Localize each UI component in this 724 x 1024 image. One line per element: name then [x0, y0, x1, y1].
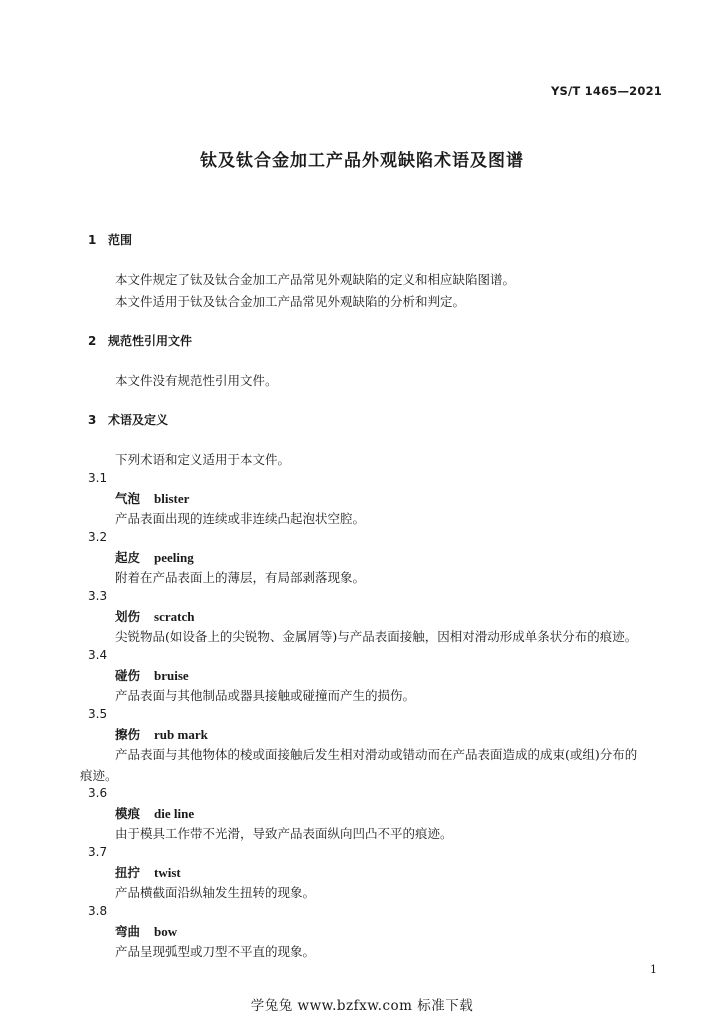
- term-number: 3.3: [88, 589, 108, 603]
- term-zh: 起皮: [115, 550, 141, 565]
- term-definition: 附着在产品表面上的薄层，有局部剥落现象。: [115, 570, 366, 585]
- scope-paragraph-1: 本文件规定了钛及钛合金加工产品常见外观缺陷的定义和相应缺陷图谱。: [115, 272, 516, 287]
- term-definition: 产品表面与其他制品或器具接触或碰撞而产生的损伤。: [115, 688, 416, 703]
- terms-intro: 下列术语和定义适用于本文件。: [115, 452, 291, 467]
- document-title: 钛及钛合金加工产品外观缺陷术语及图谱: [200, 151, 524, 171]
- term-en: twist: [154, 865, 181, 880]
- term-zh: 弯曲: [115, 924, 141, 939]
- term-zh: 气泡: [115, 491, 141, 506]
- term-definition: 由于模具工作带不光滑，导致产品表面纵向凹凸不平的痕迹。: [115, 826, 453, 841]
- term-number: 3.2: [88, 530, 108, 544]
- section-title: 规范性引用文件: [108, 334, 193, 348]
- standard-code: YS/T 1465—2021: [551, 84, 662, 98]
- term-heading: [115, 489, 189, 507]
- term-heading: [115, 607, 194, 625]
- term-zh: 碰伤: [115, 668, 141, 683]
- section-title: 范围: [108, 233, 133, 247]
- term-definition: 产品表面出现的连续或非连续凸起泡状空腔。: [115, 511, 366, 526]
- term-number: 3.8: [88, 904, 108, 918]
- term-en: rub mark: [154, 727, 208, 742]
- term-number: 3.6: [88, 786, 108, 800]
- term-definition-continued: 痕迹。: [80, 768, 118, 783]
- section-number: 2: [88, 334, 97, 348]
- term-en: die line: [154, 806, 195, 821]
- term-en: bow: [154, 924, 178, 939]
- footer-watermark-text: 学兔兔 www.bzfxw.com 标准下载: [250, 998, 474, 1014]
- term-en: scratch: [154, 609, 195, 624]
- term-number: 3.4: [88, 648, 108, 662]
- term-heading: [115, 666, 189, 684]
- term-definition: 尖锐物品(如设备上的尖锐物、金属屑等)与产品表面接触，因相对滑动形成单条状分布的痕迹。: [115, 629, 638, 644]
- term-definition: 产品表面与其他物体的棱或面接触后发生相对滑动或错动而在产品表面造成的成束(或组)分布的: [115, 747, 638, 762]
- section-number: 3: [88, 413, 97, 427]
- term-en: blister: [154, 491, 190, 506]
- section-number: 1: [88, 233, 97, 247]
- term-number: 3.5: [88, 707, 108, 721]
- section-heading-normative: [88, 332, 192, 349]
- term-number: 3.1: [88, 471, 108, 485]
- term-zh: 扭拧: [115, 865, 141, 880]
- term-heading: [115, 804, 194, 822]
- page-number: 1: [650, 963, 657, 976]
- normative-paragraph: 本文件没有规范性引用文件。: [115, 373, 278, 388]
- term-definition: 产品呈现弧型或刀型不平直的现象。: [115, 944, 316, 959]
- section-title: 术语及定义: [108, 413, 169, 427]
- term-heading: [115, 922, 177, 940]
- term-number: 3.7: [88, 845, 108, 859]
- term-zh: 划伤: [115, 609, 141, 624]
- scope-paragraph-2: 本文件适用于钛及钛合金加工产品常见外观缺陷的分析和判定。: [115, 294, 466, 309]
- term-heading: [115, 863, 181, 881]
- term-zh: 擦伤: [115, 727, 141, 742]
- section-heading-terms: [88, 411, 168, 428]
- section-heading-scope: [88, 231, 132, 248]
- term-en: peeling: [154, 550, 194, 565]
- term-heading: [115, 725, 208, 743]
- term-zh: 模痕: [115, 806, 141, 821]
- term-definition: 产品横截面沿纵轴发生扭转的现象。: [115, 885, 316, 900]
- term-heading: [115, 548, 194, 566]
- term-en: bruise: [154, 668, 189, 683]
